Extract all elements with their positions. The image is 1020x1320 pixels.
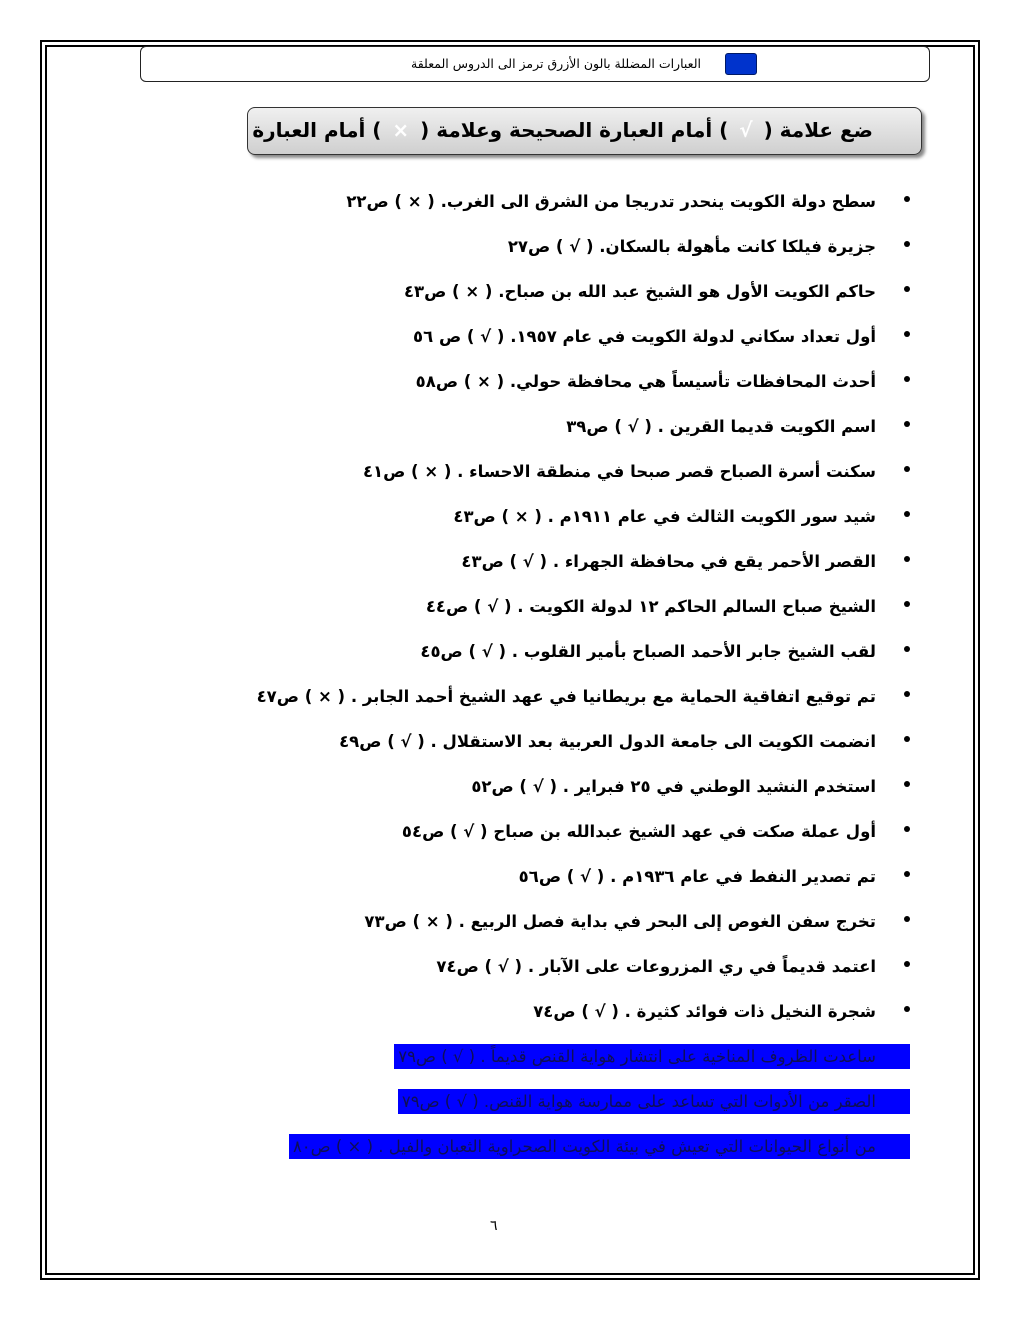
list-item bbox=[110, 769, 910, 814]
list-item bbox=[110, 499, 910, 544]
list-item bbox=[110, 994, 910, 1039]
statement-text: حاكم الكويت الأول هو الشيخ عبد الله بن صباح. ( × ) ص٤٣ bbox=[403, 282, 876, 301]
statement-text: سطح دولة الكويت ينحدر تدريجا من الشرق الى الغرب. ( × ) ص٢٢ bbox=[346, 192, 876, 211]
bullet-icon bbox=[904, 556, 910, 562]
check-mark-icon: √ bbox=[739, 118, 753, 142]
list-item bbox=[110, 229, 910, 274]
list-item-highlighted bbox=[110, 1039, 910, 1084]
statement-text: تخرج سفن الغوص إلى البحر في بداية فصل الربيع . ( × ) ص٧٣ bbox=[364, 912, 876, 931]
bullet-icon bbox=[904, 961, 910, 967]
list-item bbox=[110, 454, 910, 499]
title-part-1: ضع علامة ( bbox=[763, 118, 873, 142]
list-item bbox=[110, 184, 910, 229]
statement-text: أحدث المحافظات تأسيساً هي محافظة حولي. ( × ) ص٥٨ bbox=[415, 372, 876, 391]
list-item-highlighted bbox=[110, 1084, 910, 1129]
bullet-icon bbox=[904, 916, 910, 922]
statement-text: اعتمد قديماً في ري المزروعات على الآبار . ( √ ) ص٧٤ bbox=[436, 957, 876, 976]
list-item-highlighted bbox=[110, 1129, 910, 1174]
legend-header bbox=[140, 46, 930, 82]
list-item bbox=[110, 814, 910, 859]
bullet-icon bbox=[904, 691, 910, 697]
list-item bbox=[110, 364, 910, 409]
title-part-2: ) أمام العبارة الصحيحة وعلامة ( bbox=[420, 118, 729, 142]
bullet-icon bbox=[904, 241, 910, 247]
statement-text: شيد سور الكويت الثالث في عام ١٩١١م . ( × ) ص٤٣ bbox=[453, 507, 876, 526]
list-item bbox=[110, 634, 910, 679]
bullet-icon bbox=[904, 511, 910, 517]
highlighted-statement-text: ساعدت الظروف المناخية على انتشار هواية القنص قديماً . ( √ ) ص٧٩ bbox=[394, 1044, 910, 1069]
highlighted-statement-text: الصقر من الأدوات التي تساعد على ممارسة هواية القنص. ( √ ) ص٧٩ bbox=[398, 1089, 910, 1114]
list-item bbox=[110, 949, 910, 994]
bullet-icon bbox=[904, 421, 910, 427]
bullet-icon bbox=[904, 286, 910, 292]
bullet-icon bbox=[904, 781, 910, 787]
statement-text: اسم الكويت قديما القرين . ( √ ) ص٣٩ bbox=[566, 417, 876, 436]
bullet-icon bbox=[904, 196, 910, 202]
statement-text: سكنت أسرة الصباح قصر صبحا في منطقة الاحساء . ( × ) ص٤١ bbox=[362, 462, 876, 481]
list-item bbox=[110, 274, 910, 319]
statement-text: استخدم النشيد الوطني في ٢٥ فبراير . ( √ ) ص٥٢ bbox=[471, 777, 876, 796]
list-item bbox=[110, 589, 910, 634]
list-item bbox=[110, 904, 910, 949]
bullet-icon bbox=[904, 1006, 910, 1012]
statement-text: شجرة النخيل ذات فوائد كثيرة . ( √ ) ص٧٤ bbox=[533, 1002, 876, 1021]
statement-text: جزيرة فيلكا كانت مأهولة بالسكان. ( √ ) ص٢٧ bbox=[507, 237, 876, 256]
bullet-icon bbox=[904, 376, 910, 382]
statement-text: تم تصدير النفط في عام ١٩٣٦م . ( √ ) ص٥٦ bbox=[518, 867, 876, 886]
list-item bbox=[110, 859, 910, 904]
bullet-icon bbox=[904, 871, 910, 877]
list-item bbox=[110, 724, 910, 769]
bullet-icon bbox=[904, 826, 910, 832]
bullet-icon bbox=[904, 601, 910, 607]
statement-list bbox=[110, 184, 910, 1174]
list-item bbox=[110, 319, 910, 364]
bullet-icon bbox=[904, 646, 910, 652]
statement-text: لقب الشيخ جابر الأحمد الصباح بأمير القلوب . ( √ ) ص٤٥ bbox=[420, 642, 876, 661]
legend-text: العبارات المضللة بالون الأزرق ترمز الى الدروس المعلقة bbox=[411, 56, 701, 71]
highlighted-statement-text: من أنواع الحيوانات التي تعيش في بيئة الكويت الصحراوية الثعبان والفيل . ( × ) ص٨٠ bbox=[289, 1134, 910, 1159]
bullet-icon bbox=[904, 466, 910, 472]
list-item bbox=[110, 409, 910, 454]
page-number: ٦ bbox=[490, 1218, 498, 1234]
list-item bbox=[110, 544, 910, 589]
statement-text: تم توقيع اتفاقية الحماية مع بريطانيا في عهد الشيخ أحمد الجابر . ( × ) ص٤٧ bbox=[256, 687, 876, 706]
bullet-icon bbox=[904, 331, 910, 337]
bullet-icon bbox=[904, 736, 910, 742]
statement-text: أول عملة صكت في عهد الشيخ عبدالله بن صباح ( √ ) ص٥٤ bbox=[401, 822, 876, 841]
title-part-3: ) أمام العبارة bbox=[252, 118, 382, 142]
legend-color-swatch bbox=[725, 53, 757, 75]
list-item bbox=[110, 679, 910, 724]
instruction-title bbox=[252, 118, 873, 142]
statement-text: الشيخ صباح السالم الحاكم ١٢ لدولة الكويت . ( √ ) ص٤٤ bbox=[425, 597, 876, 616]
instruction-title-box bbox=[247, 107, 922, 155]
cross-mark-icon: × bbox=[392, 118, 410, 142]
statement-text: انضمت الكويت الى جامعة الدول العربية بعد الاستقلال . ( √ ) ص٤٩ bbox=[339, 732, 876, 751]
statement-text: أول تعداد سكاني لدولة الكويت في عام ١٩٥٧. ( √ ) ص ٥٦ bbox=[413, 327, 876, 346]
statement-text: القصر الأحمر يقع في محافظة الجهراء . ( √ ) ص٤٣ bbox=[461, 552, 876, 571]
